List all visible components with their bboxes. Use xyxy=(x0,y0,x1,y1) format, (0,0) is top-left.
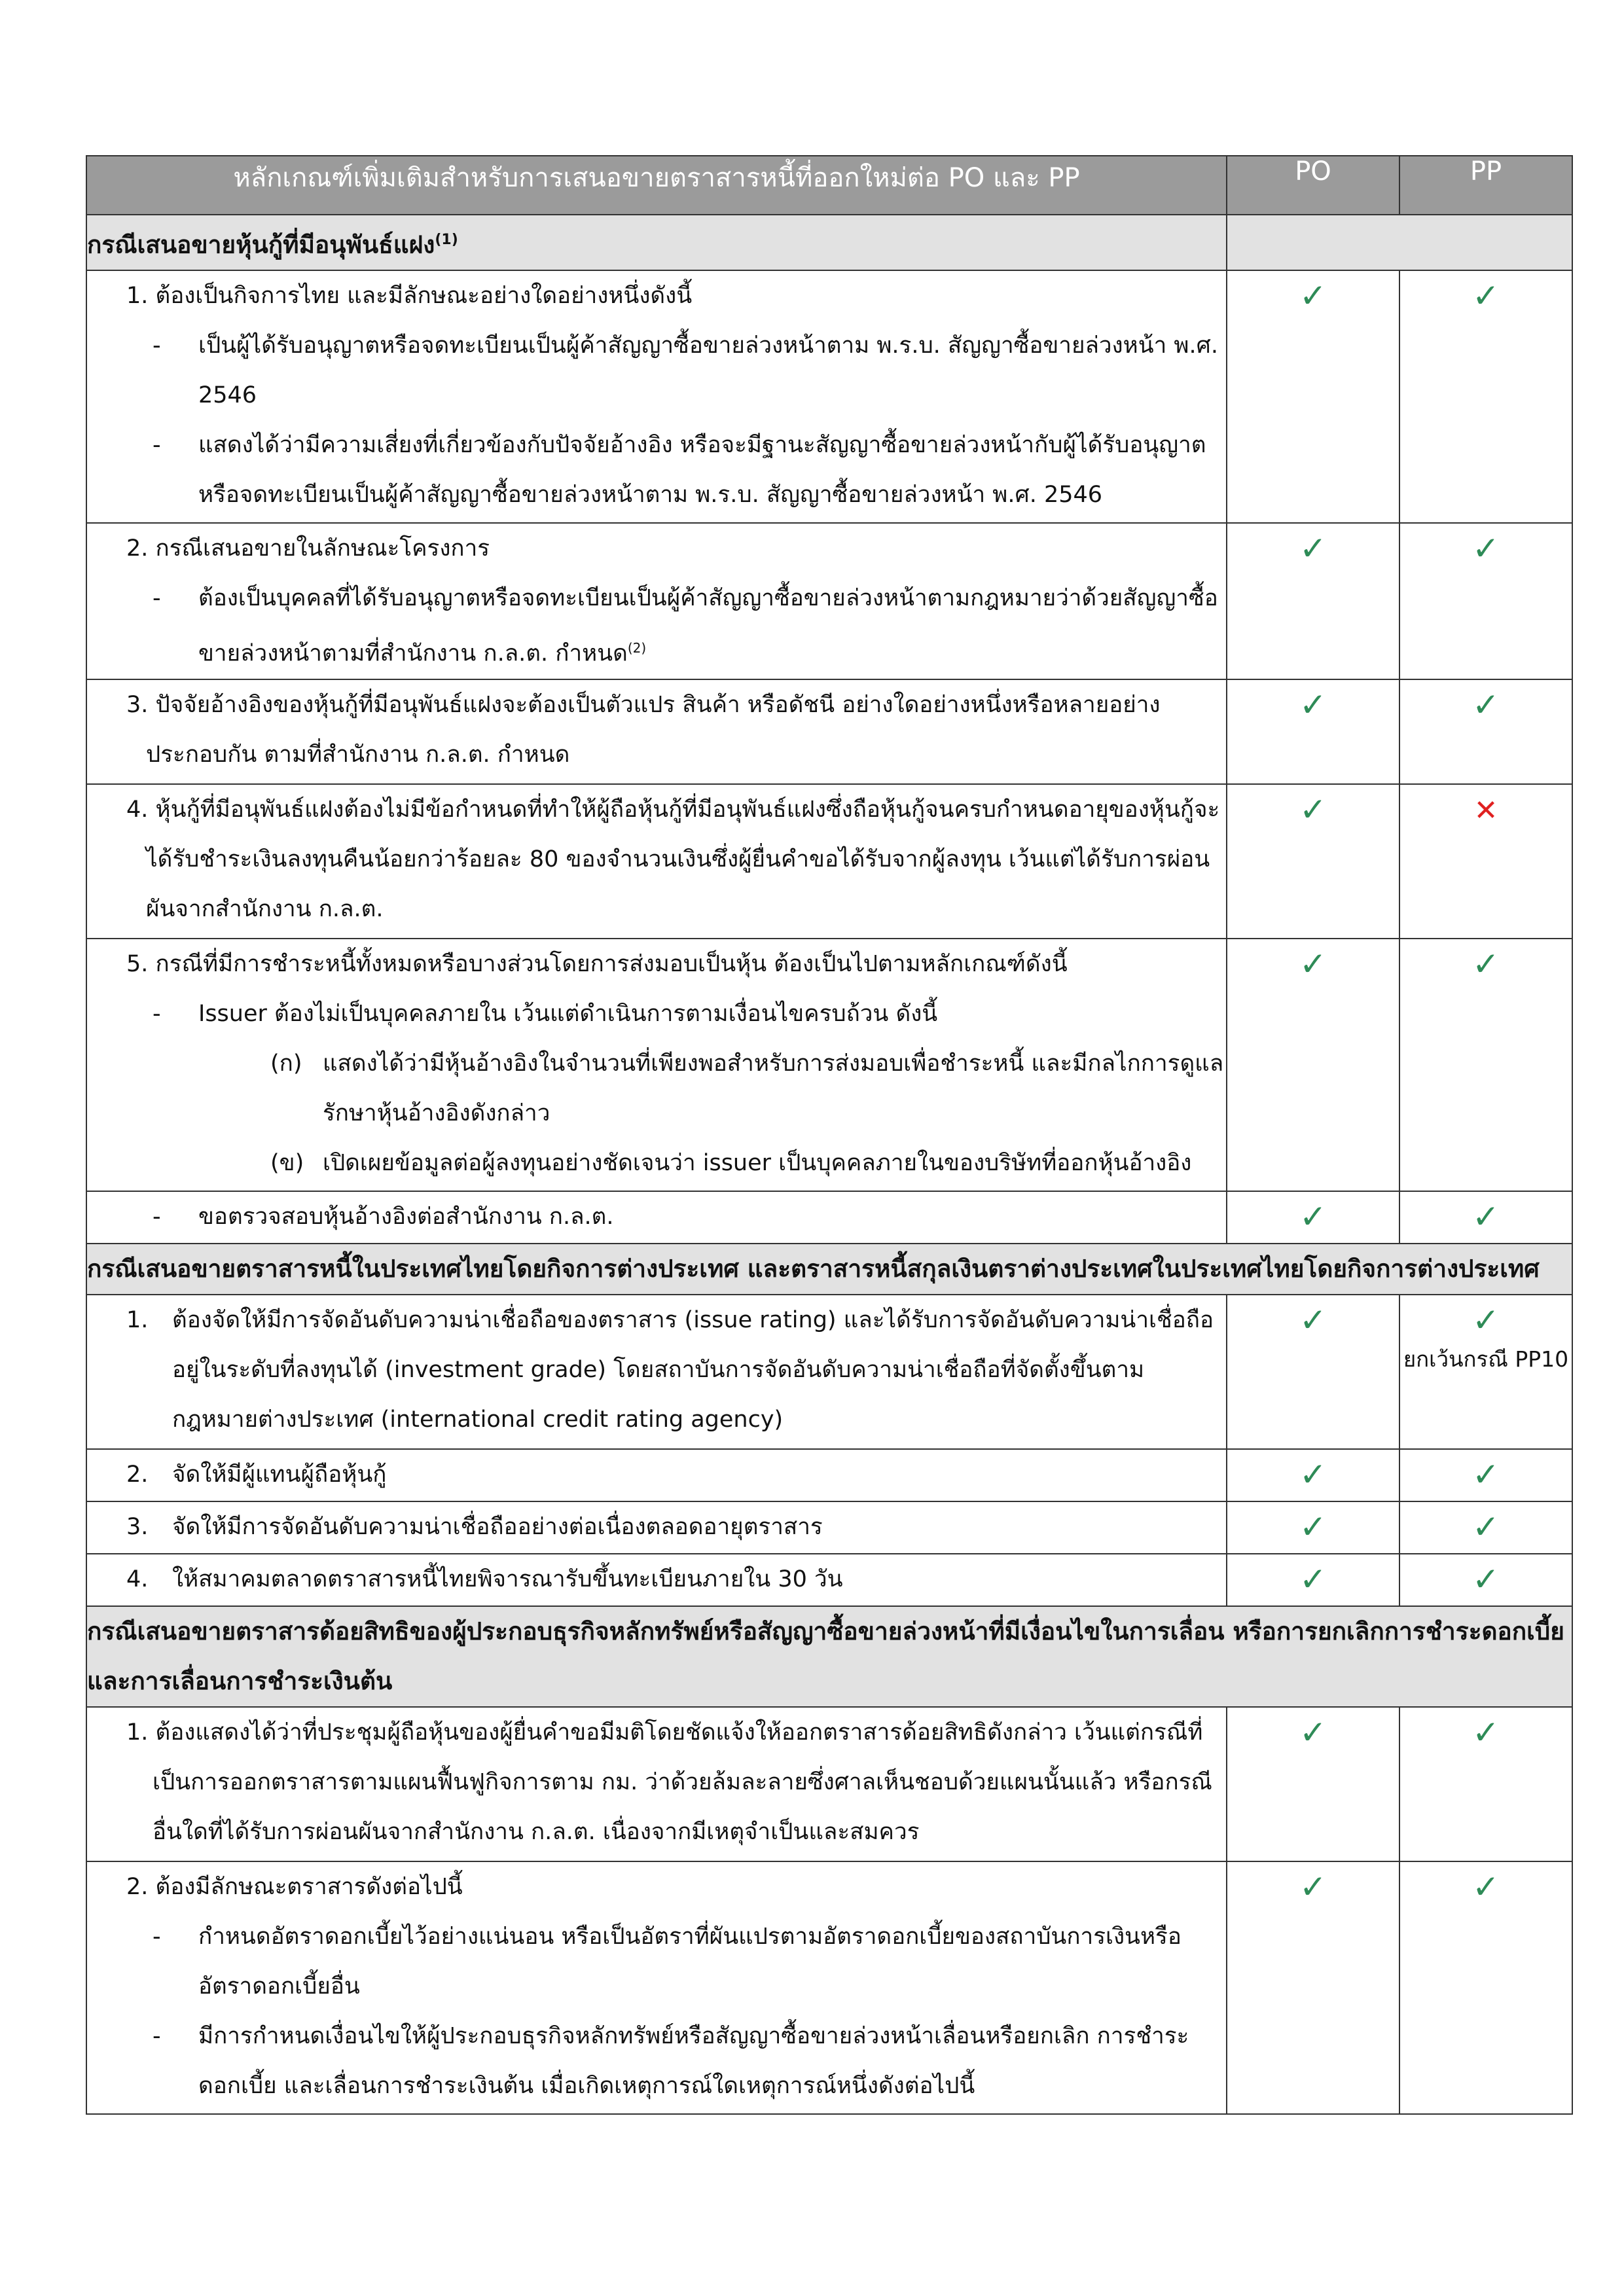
table-row xyxy=(86,1707,1572,1861)
criterion-text: 1. ต้องแสดงได้ว่าที่ประชุมผู้ถือหุ้นของผู้ยื่นคำขอมีมติโดยชัดแจ้งให้ออกตราสารด้อยสิทธิดังกล่าว เว้นแต่กรณีที่เป็นการออกตราสารตามแผนฟื้นฟูกิจการตาม กม. ว่าด้วยล้มละลายซึ่งศาลเห็นชอบด้วยแผนนั้นแล้ว หรือกรณีอื่นใดที่ได้รับการผ่อนผันจากสำนักงาน ก.ล.ต. เนื่องจากมีเหตุจำเป็นและสมควร xyxy=(126,1719,1212,1845)
check-icon: ✓ xyxy=(1299,1560,1327,1598)
check-icon: ✓ xyxy=(1299,1507,1327,1546)
criterion-bullet: - Issuer ต้องไม่เป็นบุคคลภายใน เว้นแต่ดำเนินการตามเงื่อนไขครบถ้วน ดังนี้ xyxy=(87,989,1226,1039)
criterion-cell xyxy=(86,1501,1227,1554)
check-icon: ✓ xyxy=(1472,529,1500,568)
check-icon: ✓ xyxy=(1472,1300,1500,1339)
criterion-text: 3. ปัจจัยอ้างอิงของหุ้นกู้ที่มีอนุพันธ์แฝงจะต้องเป็นตัวแปร สินค้า หรือดัชนี อย่างใดอย่างหนึ่งหรือหลายอย่างประกอบกัน ตามที่สำนักงาน ก.ล.ต. กำหนด xyxy=(126,691,1161,768)
pp-cell xyxy=(1399,1707,1572,1861)
check-icon: ✓ xyxy=(1299,1455,1327,1494)
header-pp: PP xyxy=(1399,156,1572,215)
table-row xyxy=(86,1501,1572,1554)
table-row xyxy=(86,939,1572,1191)
po-cell xyxy=(1227,1861,1399,2114)
criterion-bullet: - แสดงได้ว่ามีความเสี่ยงที่เกี่ยวข้องกับปัจจัยอ้างอิง หรือจะมีฐานะสัญญาซื้อขายล่วงหน้ากับผู้ได้รับอนุญาตหรือจดทะเบียนเป็นผู้ค้าสัญญาซื้อขายล่วงหน้าตาม พ.ร.บ. สัญญาซื้อขายล่วงหน้า พ.ศ. 2546 xyxy=(87,420,1226,520)
pp-cell xyxy=(1399,1295,1572,1449)
header-po: PO xyxy=(1227,156,1399,215)
check-icon: ✓ xyxy=(1299,685,1327,724)
criterion-text: 4. ให้สมาคมตลาดตราสารหนี้ไทยพิจารณารับขึ้นทะเบียนภายใน 30 วัน xyxy=(126,1566,843,1592)
pp-cell xyxy=(1399,1449,1572,1501)
criterion-cell xyxy=(86,1861,1227,2114)
table-row xyxy=(86,784,1572,939)
criterion-text: 2. จัดให้มีผู้แทนผู้ถือหุ้นกู้ xyxy=(126,1461,387,1488)
po-cell xyxy=(1227,939,1399,1191)
po-cell xyxy=(1227,1295,1399,1449)
criterion-text: 2. กรณีเสนอขายในลักษณะโครงการ xyxy=(126,535,490,562)
criteria-table xyxy=(86,155,1573,2115)
criterion-cell xyxy=(86,1707,1227,1861)
check-icon: ✓ xyxy=(1472,1507,1500,1546)
check-icon: ✓ xyxy=(1472,1713,1500,1751)
po-cell xyxy=(1227,523,1399,679)
header-title: หลักเกณฑ์เพิ่มเติมสำหรับการเสนอขายตราสารหนี้ที่ออกใหม่ต่อ PO และ PP xyxy=(86,156,1227,215)
table-row xyxy=(86,1191,1572,1244)
pp-cell xyxy=(1399,270,1572,523)
footnote-marker: (2) xyxy=(627,640,647,656)
pp-cell xyxy=(1399,1501,1572,1554)
criterion-bullet: - กำหนดอัตราดอกเบี้ยไว้อย่างแน่นอน หรือเป็นอัตราที่ผันแปรตามอัตราดอกเบี้ยของสถาบันการเงินหรืออัตราดอกเบี้ยอื่น xyxy=(87,1912,1226,2011)
footnote-marker: (1) xyxy=(435,232,458,248)
section-title: กรณีเสนอขายหุ้นกู้ที่มีอนุพันธ์แฝง$^{(1)}$ xyxy=(86,215,1227,270)
table-row xyxy=(86,1295,1572,1449)
criterion-bullet: - เป็นผู้ได้รับอนุญาตหรือจดทะเบียนเป็นผู้ค้าสัญญาซื้อขายล่วงหน้าตาม พ.ร.บ. สัญญาซื้อขายล่วงหน้า พ.ศ. 2546 xyxy=(87,321,1226,420)
check-icon: ✓ xyxy=(1299,277,1327,315)
table-row xyxy=(86,270,1572,523)
section-row xyxy=(86,1244,1572,1295)
po-cell xyxy=(1227,1449,1399,1501)
table-row xyxy=(86,1449,1572,1501)
section-title: กรณีเสนอขายตราสารหนี้ในประเทศไทยโดยกิจการต่างประเทศ และตราสารหนี้สกุลเงินตราต่างประเทศในประเทศไทยโดยกิจการต่างประเทศ xyxy=(86,1244,1572,1295)
pp-cell xyxy=(1399,679,1572,784)
criterion-cell xyxy=(86,1191,1227,1244)
pp-exception-note: ยกเว้นกรณี PP10 xyxy=(1403,1346,1569,1372)
pp-cell xyxy=(1399,1861,1572,2114)
pp-cell xyxy=(1399,939,1572,1191)
pp-cell xyxy=(1399,523,1572,679)
criterion-cell xyxy=(86,939,1227,1191)
po-cell xyxy=(1227,270,1399,523)
po-cell xyxy=(1227,679,1399,784)
check-icon: ✓ xyxy=(1472,1455,1500,1494)
section-title: กรณีเสนอขายตราสารด้อยสิทธิของผู้ประกอบธุรกิจหลักทรัพย์หรือสัญญาซื้อขายล่วงหน้าที่มีเงื่อนไขในการเลื่อน หรือการยกเลิกการชำระดอกเบี้ย และการเลื่อนการชำระเงินต้น xyxy=(86,1606,1572,1707)
criterion-subitem: (ก) แสดงได้ว่ามีหุ้นอ้างอิงในจำนวนที่เพียงพอสำหรับการส่งมอบเพื่อชำระหนี้ และมีกลไกการดูแลรักษาหุ้นอ้างอิงดังกล่าว xyxy=(270,1050,1224,1126)
po-cell xyxy=(1227,784,1399,939)
criterion-text: 2. ต้องมีลักษณะตราสารดังต่อไปนี้ xyxy=(126,1873,463,1900)
criterion-cell xyxy=(86,679,1227,784)
check-icon: ✓ xyxy=(1299,1300,1327,1339)
cross-icon: ✕ xyxy=(1473,793,1498,827)
pp-cell xyxy=(1399,1191,1572,1244)
check-icon: ✓ xyxy=(1472,685,1500,724)
pp-cell xyxy=(1399,1554,1572,1606)
criterion-text: 1. ต้องเป็นกิจการไทย และมีลักษณะอย่างใดอย่างหนึ่งดังนี้ xyxy=(126,283,693,310)
criterion-cell xyxy=(86,784,1227,939)
check-icon: ✓ xyxy=(1472,1560,1500,1598)
check-icon: ✓ xyxy=(1299,1713,1327,1751)
criterion-text: 4. หุ้นกู้ที่มีอนุพันธ์แฝงต้องไม่มีข้อกำหนดที่ทำให้ผู้ถือหุ้นกู้ที่มีอนุพันธ์แฝงซึ่งถือหุ้นกู้จนครบกำหนดอายุของหุ้นกู้จะได้รับชำระเงินลงทุนคืนน้อยกว่าร้อยละ 80 ของจำนวนเงินซึ่งผู้ยื่นคำขอได้รับจากผู้ลงทุน เว้นแต่ได้รับการผ่อนผันจากสำนักงาน ก.ล.ต. xyxy=(126,796,1220,922)
check-icon: ✓ xyxy=(1299,944,1327,983)
check-icon: ✓ xyxy=(1299,529,1327,568)
po-cell xyxy=(1227,1554,1399,1606)
check-icon: ✓ xyxy=(1299,790,1327,829)
po-cell xyxy=(1227,1707,1399,1861)
table-row xyxy=(86,1861,1572,2114)
criterion-cell xyxy=(86,523,1227,679)
section-row xyxy=(86,215,1572,270)
criterion-bullet: - มีการกำหนดเงื่อนไขให้ผู้ประกอบธุรกิจหลักทรัพย์หรือสัญญาซื้อขายล่วงหน้าเลื่อนหรือยกเลิก การชำระดอกเบี้ย และเลื่อนการชำระเงินต้น เมื่อเกิดเหตุการณ์ใดเหตุการณ์หนึ่งดังต่อไปนี้ xyxy=(87,2011,1226,2111)
criterion-subitem: (ข) เปิดเผยข้อมูลต่อผู้ลงทุนอย่างชัดเจนว่า issuer เป็นบุคคลภายในของบริษัทที่ออกหุ้นอ้างอิง xyxy=(270,1149,1192,1176)
po-cell xyxy=(1227,1501,1399,1554)
criterion-cell xyxy=(86,1554,1227,1606)
criterion-text: 3. จัดให้มีการจัดอันดับความน่าเชื่อถืออย่างต่อเนื่องตลอดอายุตราสาร xyxy=(126,1513,823,1540)
table-row xyxy=(86,1554,1572,1606)
header-row xyxy=(86,156,1572,215)
po-cell xyxy=(1227,1191,1399,1244)
section-row xyxy=(86,1606,1572,1707)
criterion-bullet: - ขอตรวจสอบหุ้นอ้างอิงต่อสำนักงาน ก.ล.ต. xyxy=(87,1192,1226,1242)
criterion-text: 5. กรณีที่มีการชำระหนี้ทั้งหมดหรือบางส่วนโดยการส่งมอบเป็นหุ้น ต้องเป็นไปตามหลักเกณฑ์ดังนี้ xyxy=(126,950,1068,977)
check-icon: ✓ xyxy=(1299,1867,1327,1906)
criterion-bullet: - ต้องเป็นบุคคลที่ได้รับอนุญาตหรือจดทะเบียนเป็นผู้ค้าสัญญาซื้อขายล่วงหน้าตามกฎหมายว่าด้วยสัญญาซื้อขายล่วงหน้าตามที่สำนักงาน ก.ล.ต. กำหนด$^{(2)}$ xyxy=(87,573,1226,679)
check-icon: ✓ xyxy=(1472,1197,1500,1236)
criterion-text: 1. ต้องจัดให้มีการจัดอันดับความน่าเชื่อถือของตราสาร (issue rating) และได้รับการจัดอันดับความน่าเชื่อถืออยู่ในระดับที่ลงทุนได้ (investment grade) โดยสถาบันการจัดอันดับความน่าเชื่อถือที่จัดตั้งขึ้นตามกฎหมายต่างประเทศ (international credit rating agency) xyxy=(126,1306,1214,1433)
section-fill xyxy=(1227,215,1572,270)
check-icon: ✓ xyxy=(1299,1197,1327,1236)
table-row xyxy=(86,523,1572,679)
pp-cell xyxy=(1399,784,1572,939)
table-row xyxy=(86,679,1572,784)
criterion-cell xyxy=(86,1295,1227,1449)
check-icon: ✓ xyxy=(1472,277,1500,315)
check-icon: ✓ xyxy=(1472,944,1500,983)
check-icon: ✓ xyxy=(1472,1867,1500,1906)
criterion-cell xyxy=(86,1449,1227,1501)
criterion-cell xyxy=(86,270,1227,523)
